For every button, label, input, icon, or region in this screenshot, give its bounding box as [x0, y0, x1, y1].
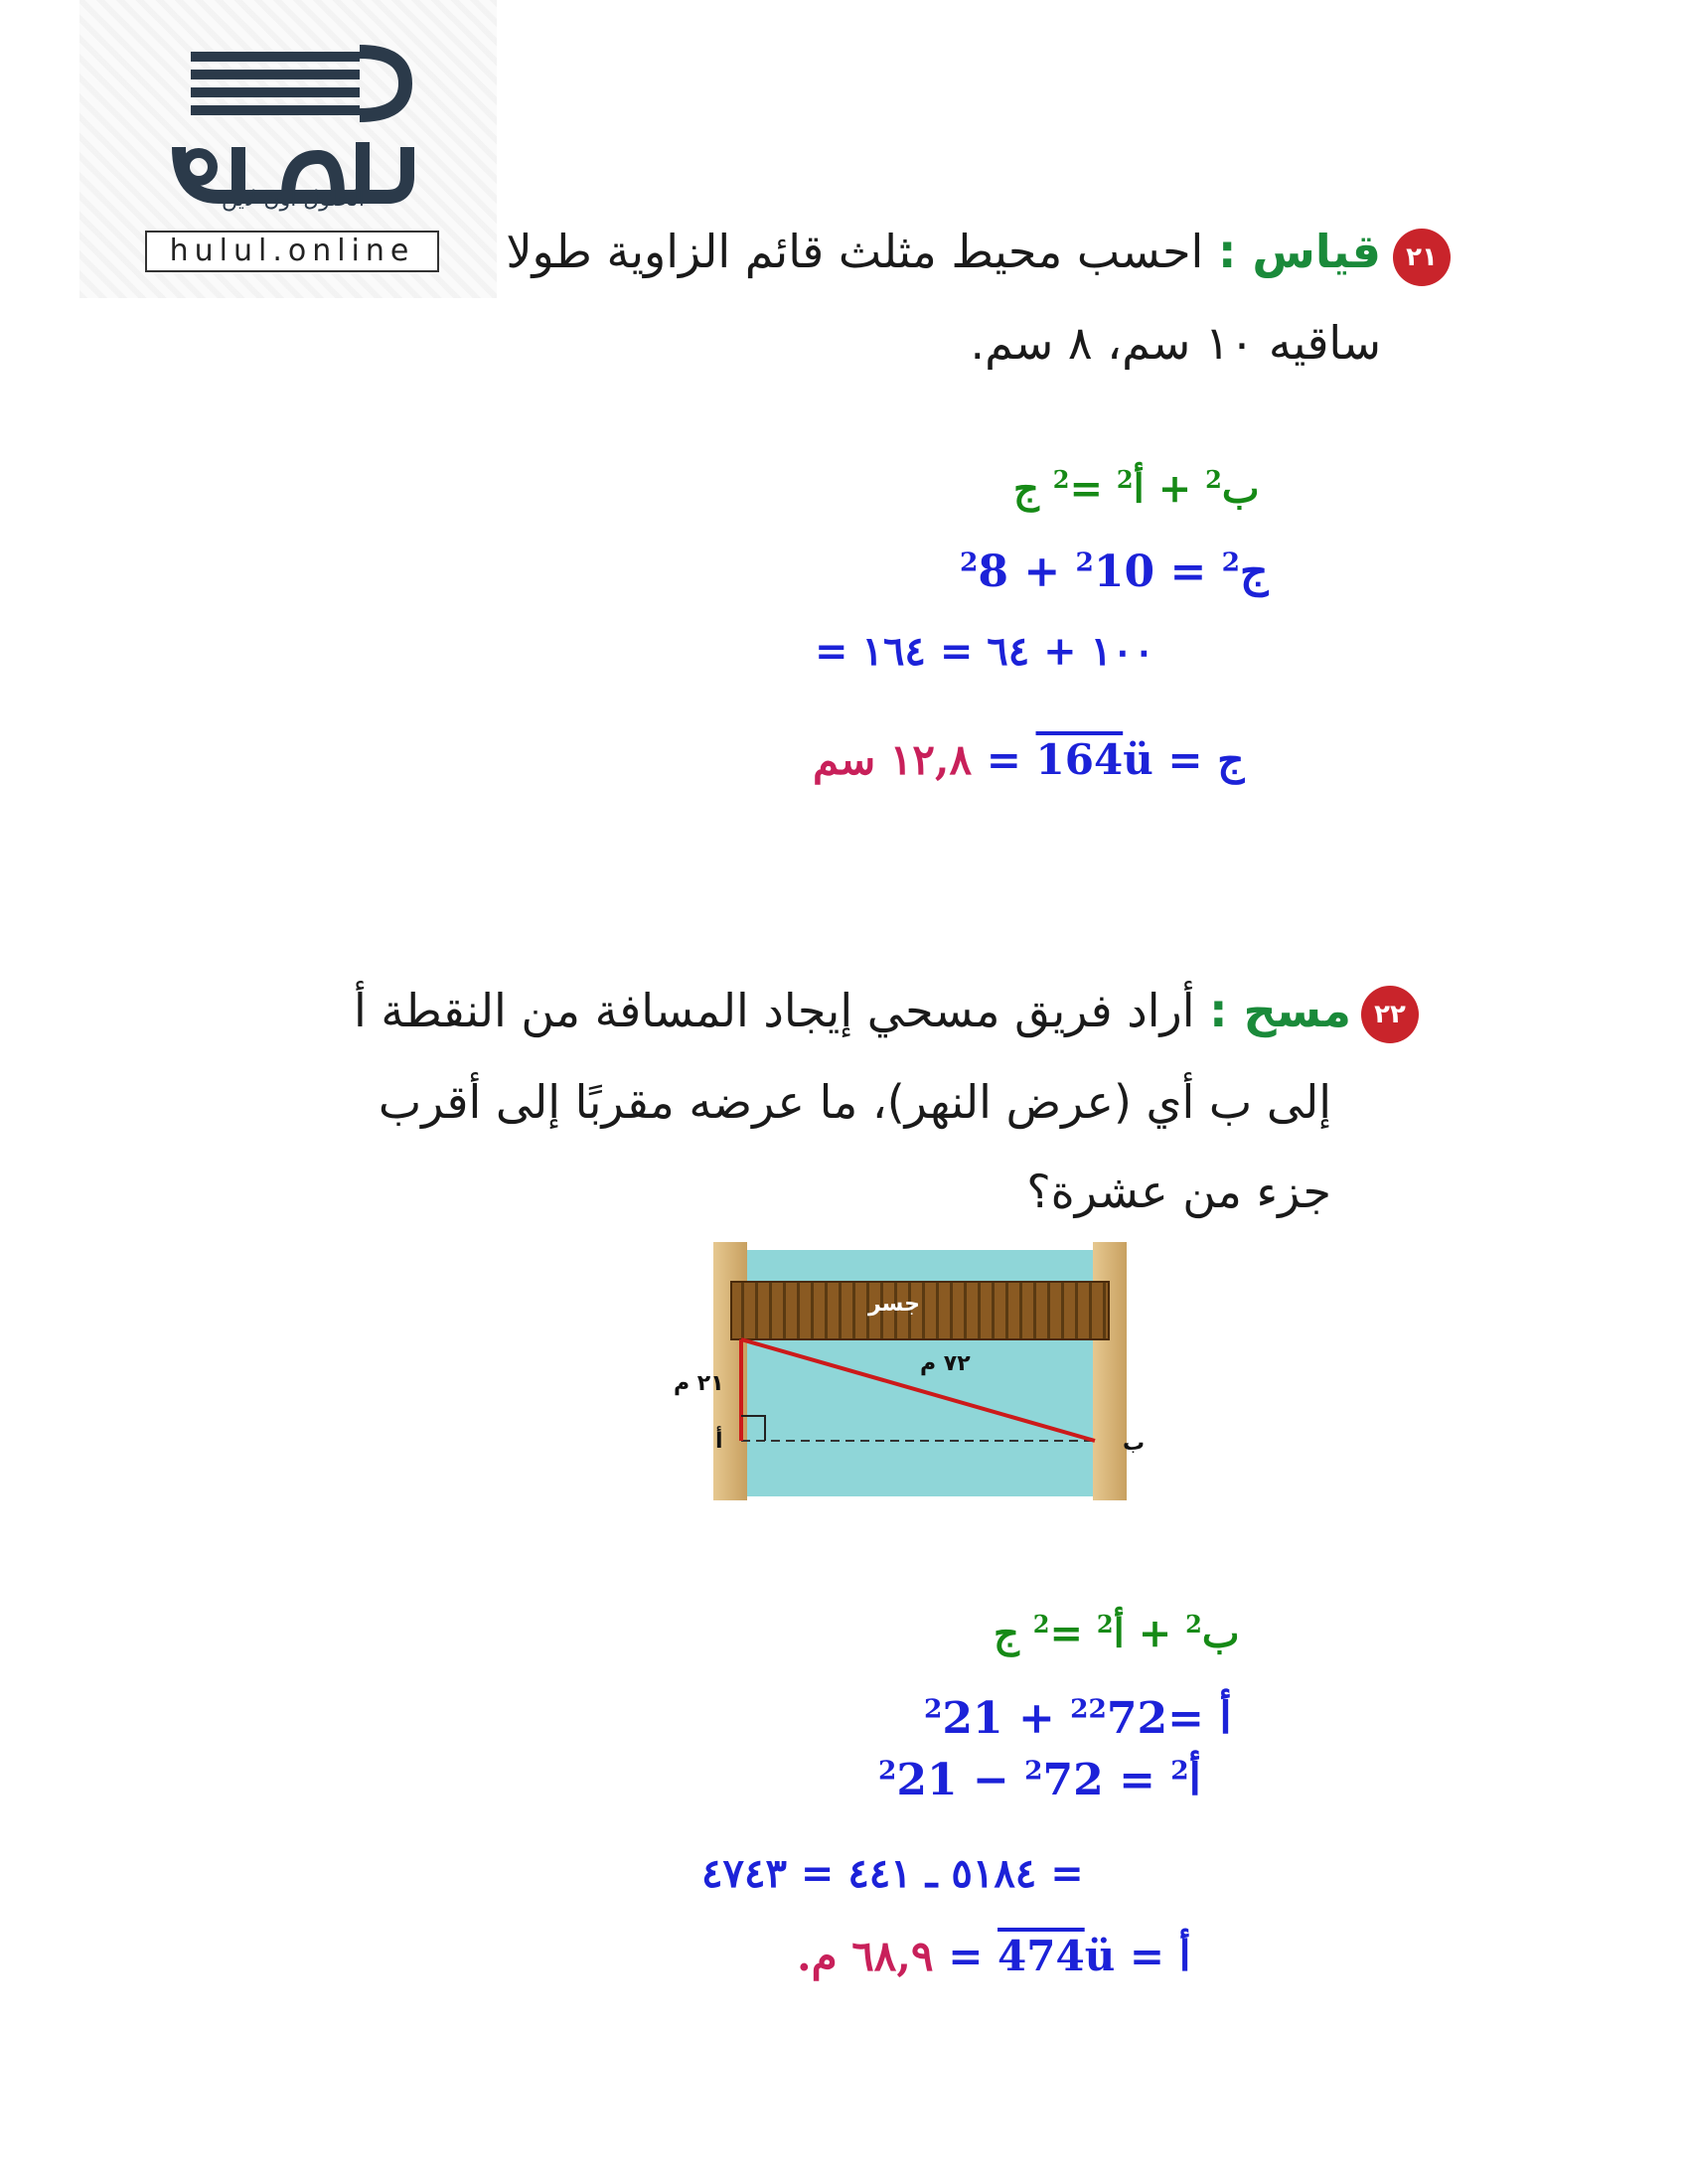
- question-22-badge: ٢٢: [1361, 986, 1419, 1043]
- logo-tagline: الحلول اون لاين: [222, 187, 365, 212]
- point-a-label: أ: [715, 1429, 723, 1454]
- question-21-tag: قياس :: [1217, 225, 1381, 278]
- side-label: ٢١ م: [674, 1371, 724, 1396]
- q21-step-2: = ١٠٠ + ٦٤ = ١٦٤: [815, 628, 1155, 675]
- question-22-text-2: إلى ب أي (عرض النهر)، ما عرضه مقربًا إلى أقرب: [378, 1075, 1331, 1129]
- question-21-text-2: ساقيه ١٠ سم، ٨ سم.: [970, 316, 1381, 370]
- logo-url: hulul.online: [145, 231, 439, 272]
- question-22-tag: مسح :: [1209, 984, 1351, 1037]
- q22-root-value: 474: [998, 1932, 1085, 1980]
- question-22-line-3: [894, 1165, 1331, 1234]
- question-21-badge: ٢١: [1393, 229, 1451, 286]
- q21-step-1: $^2$8 + $^2$10 = $^2$ج: [960, 546, 1269, 597]
- river-bridge-figure: [674, 1242, 1152, 1500]
- question-21-line-2: [695, 316, 1381, 386]
- q22-step-3: = ٥١٨٤ ـ ٤٤١ = ٤٧٤٣: [701, 1850, 1084, 1897]
- question-22-text-3: جزء من عشرة؟: [1026, 1165, 1331, 1218]
- q22-formula: ب$^2$ + أ$^2$ =$^2$ ج: [994, 1610, 1240, 1657]
- question-22-line-2: [378, 1075, 1331, 1145]
- q21-root-value: 164: [1035, 735, 1124, 784]
- question-22-line-1: [354, 984, 1351, 1053]
- river-diagram: [686, 1242, 1152, 1500]
- q22-step-1: $^2$21 + $^2$ أ =$^2$72: [924, 1693, 1232, 1744]
- point-b-label: ب: [1123, 1431, 1146, 1456]
- q22-step-4: ٦٨,٩ م. = 474ü = أ: [797, 1932, 1191, 1980]
- q21-step-3: ١٢,٨ سم = 164ü = ج: [813, 735, 1245, 784]
- bridge: [731, 1282, 1109, 1339]
- bridge-label: جسر: [868, 1292, 920, 1317]
- q22-answer: ٦٨,٩ م.: [797, 1932, 934, 1980]
- q22-step-2: $^2$21 − $^2$72 = $^2$أ: [878, 1755, 1201, 1805]
- hypotenuse-label: ٧٢ م: [920, 1351, 971, 1376]
- q21-formula: ب$^2$ + أ$^2$ =$^2$ ج: [1013, 465, 1260, 513]
- question-21-text-1: احسب محيط مثلث قائم الزاوية طولا: [506, 225, 1204, 278]
- q21-answer: ١٢,٨ سم: [813, 735, 973, 784]
- question-21-line-1: [497, 225, 1381, 294]
- question-22-text-1: أراد فريق مسحي إيجاد المسافة من النقطة أ: [354, 984, 1195, 1037]
